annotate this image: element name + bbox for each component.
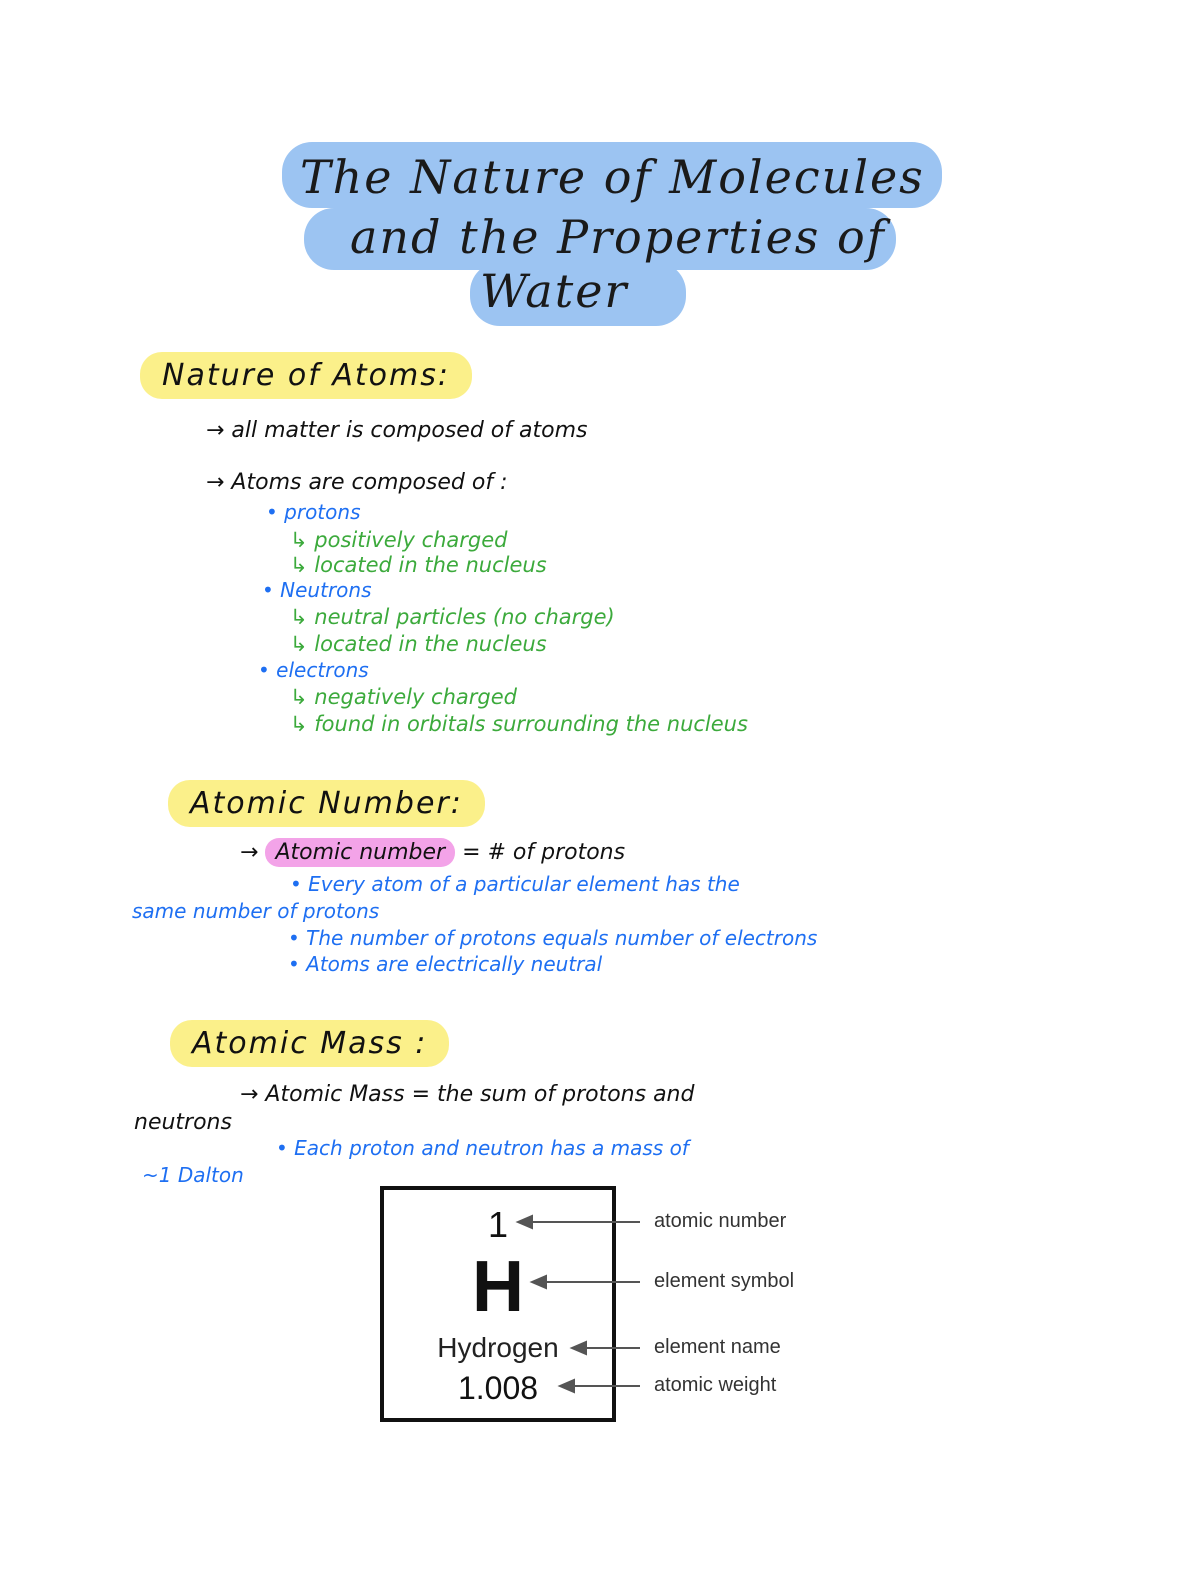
section-heading-nature-of-atoms: Nature of Atoms: [140, 352, 472, 399]
atomic-number-bullet-3: • Atoms are electrically neutral [288, 952, 603, 976]
atomic-mass-bullet-a: • Each proton and neutron has a mass of [276, 1136, 689, 1160]
section-heading-atomic-number: Atomic Number: [168, 780, 485, 827]
protons-label: • protons [266, 500, 361, 524]
arrow-icon: → [240, 840, 259, 865]
neutrons-detail-1: ↳ neutral particles (no charge) [290, 605, 615, 629]
element-atomic-weight: 1.008 [457, 1370, 539, 1406]
page-title-line-1: The Nature of Molecules [300, 150, 925, 204]
electrons-detail-2: ↳ found in orbitals surrounding the nucleus [290, 712, 748, 736]
element-symbol: H [472, 1247, 524, 1327]
protons-detail-1: ↳ positively charged [290, 528, 508, 552]
neutrons-detail-2: ↳ located in the nucleus [290, 632, 547, 656]
electrons-label: • electrons [258, 658, 369, 682]
neutrons-label: • Neutrons [262, 578, 372, 602]
electrons-detail-1: ↳ negatively charged [290, 685, 517, 709]
atomic-number-bullet-2: • The number of protons equals number of electrons [288, 926, 818, 950]
atomic-mass-definition-b: neutrons [134, 1110, 232, 1135]
atomic-number-term: Atomic number [265, 838, 455, 867]
atomic-number-bullet-1a: • Every atom of a particular element has the [290, 872, 740, 896]
atoms-point-1: → all matter is composed of atoms [206, 418, 588, 443]
label-atomic-number: atomic number [654, 1210, 787, 1232]
element-atomic-number: 1 [487, 1204, 509, 1245]
element-name: Hydrogen [437, 1332, 559, 1363]
label-element-symbol: element symbol [654, 1270, 795, 1292]
element-tile [380, 1186, 616, 1422]
label-atomic-weight: atomic weight [654, 1374, 777, 1396]
atomic-number-definition [240, 840, 625, 865]
protons-detail-2: ↳ located in the nucleus [290, 553, 547, 577]
atoms-point-2: → Atoms are composed of : [206, 470, 508, 495]
atomic-mass-bullet-b: ~1 Dalton [142, 1163, 244, 1187]
page-title-line-3: Water [480, 264, 629, 318]
page-title-line-2: and the Properties of [350, 210, 886, 264]
atomic-number-bullet-1b: same number of protons [132, 899, 380, 923]
label-element-name: element name [654, 1336, 781, 1358]
atomic-mass-definition-a: → Atomic Mass = the sum of protons and [240, 1082, 695, 1107]
section-heading-atomic-mass: Atomic Mass : [170, 1020, 449, 1067]
atomic-number-equals: = # of protons [462, 840, 626, 865]
